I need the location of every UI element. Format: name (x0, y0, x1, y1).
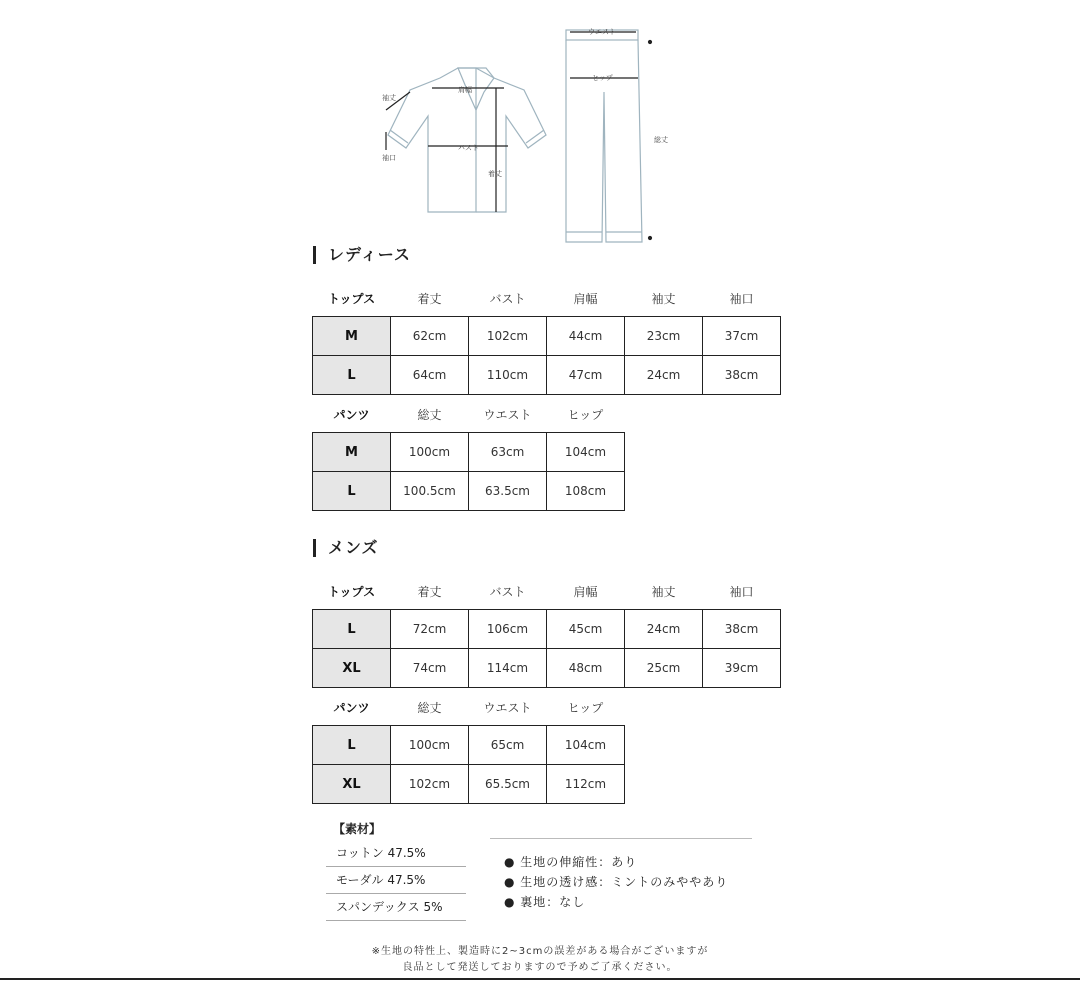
table-cell: 104cm (547, 433, 625, 472)
table-cell: 44cm (547, 317, 625, 356)
table-cell: 64cm (391, 356, 469, 395)
label-sleeve-length: 袖丈 (382, 94, 396, 102)
label-total-length: 総丈 (654, 136, 668, 144)
label-waist: ウエスト (588, 28, 616, 36)
table-header: ヒップ (567, 407, 604, 422)
size-label: L (313, 610, 391, 649)
table-cell: 63.5cm (469, 472, 547, 511)
table-cell: 110cm (469, 356, 547, 395)
list-item: ● 生地の伸縮性：あり (504, 855, 638, 869)
table-header-row (313, 280, 781, 317)
table-header: ヒップ (567, 700, 604, 715)
table-cell: 24cm (625, 356, 703, 395)
table-cell: 104cm (547, 726, 625, 765)
ladies-pants-table (312, 396, 625, 511)
size-label: XL (313, 649, 391, 688)
pants-drawing (566, 30, 642, 242)
table-cell: 38cm (703, 356, 781, 395)
label-hip: ヒップ (592, 74, 613, 82)
table-cell: 62cm (391, 317, 469, 356)
table-row (313, 356, 781, 395)
table-row (313, 649, 781, 688)
table-header-row (313, 573, 781, 610)
table-row (313, 726, 625, 765)
table-cell: 25cm (625, 649, 703, 688)
table-row (313, 472, 625, 511)
table-header: 袖丈 (651, 291, 676, 306)
table-cell: 102cm (469, 317, 547, 356)
mens-title (313, 539, 379, 557)
size-label: L (313, 356, 391, 395)
table-cell: 106cm (469, 610, 547, 649)
label-bust: バスト (458, 144, 479, 152)
measure-lines (386, 32, 652, 240)
table-cell: 47cm (547, 356, 625, 395)
size-label: XL (313, 765, 391, 804)
table-row (313, 610, 781, 649)
table-cell: 102cm (391, 765, 469, 804)
table-cell: 23cm (625, 317, 703, 356)
table-cell: 108cm (547, 472, 625, 511)
table-cell: 37cm (703, 317, 781, 356)
table-cell: 100cm (391, 726, 469, 765)
note-line-1: ※生地の特性上、製造時に2~3cmの誤差がある場合がございますが (371, 946, 709, 957)
material-list (326, 840, 466, 921)
table-cell: 65cm (469, 726, 547, 765)
table-cell: 65.5cm (469, 765, 547, 804)
note-line-2: 良品として発送しておりますので予めご了承ください。 (402, 962, 678, 973)
table-cell: 48cm (547, 649, 625, 688)
table-corner: トップス (327, 584, 376, 599)
size-label: L (313, 726, 391, 765)
ladies-tops-table (312, 280, 781, 395)
material-title: 【素材】 (333, 822, 382, 836)
table-header: ウエスト (483, 700, 532, 715)
table-header-row (313, 396, 625, 433)
table-header: 総丈 (417, 407, 442, 422)
divider (490, 838, 752, 839)
ladies-title-text: レディース (328, 245, 411, 264)
table-header: 肩幅 (573, 584, 598, 599)
table-header: ウエスト (483, 407, 532, 422)
list-item: モーダル 47.5% (326, 867, 466, 894)
label-shoulder: 肩幅 (458, 86, 472, 94)
table-cell: 38cm (703, 610, 781, 649)
table-row (313, 317, 781, 356)
table-corner: トップス (327, 291, 376, 306)
ladies-title (313, 246, 411, 264)
table-header: 着丈 (417, 291, 442, 306)
size-label: M (313, 433, 391, 472)
table-corner: パンツ (333, 407, 370, 422)
table-header-row (313, 689, 625, 726)
table-cell: 112cm (547, 765, 625, 804)
table-cell: 63cm (469, 433, 547, 472)
mens-pants-table (312, 689, 625, 804)
table-cell: 24cm (625, 610, 703, 649)
table-row (313, 433, 625, 472)
label-length: 着丈 (488, 170, 502, 178)
label-sleeve-opening: 袖口 (382, 154, 396, 162)
table-header: 着丈 (417, 584, 442, 599)
list-item: コットン 47.5% (326, 840, 466, 867)
table-cell: 100cm (391, 433, 469, 472)
table-cell: 100.5cm (391, 472, 469, 511)
table-header: 肩幅 (573, 291, 598, 306)
list-item: ● 裏地：なし (504, 895, 586, 909)
table-cell: 114cm (469, 649, 547, 688)
table-header: 袖丈 (651, 584, 676, 599)
table-cell: 39cm (703, 649, 781, 688)
table-cell: 45cm (547, 610, 625, 649)
size-label: L (313, 472, 391, 511)
list-item: ● 生地の透け感：ミントのみややあり (504, 875, 729, 889)
table-corner: パンツ (333, 700, 370, 715)
table-cell: 74cm (391, 649, 469, 688)
table-header: 総丈 (417, 700, 442, 715)
table-cell: 72cm (391, 610, 469, 649)
table-header: バスト (489, 584, 526, 599)
size-diagram (370, 20, 670, 245)
list-item: スパンデックス 5% (326, 894, 466, 921)
table-header: 袖口 (729, 291, 754, 306)
table-row (313, 765, 625, 804)
feature-list (504, 852, 728, 912)
divider (0, 978, 1080, 980)
table-header: 袖口 (729, 584, 754, 599)
mens-tops-table (312, 573, 781, 688)
mens-title-text: メンズ (328, 538, 379, 557)
size-label: M (313, 317, 391, 356)
table-header: バスト (489, 291, 526, 306)
